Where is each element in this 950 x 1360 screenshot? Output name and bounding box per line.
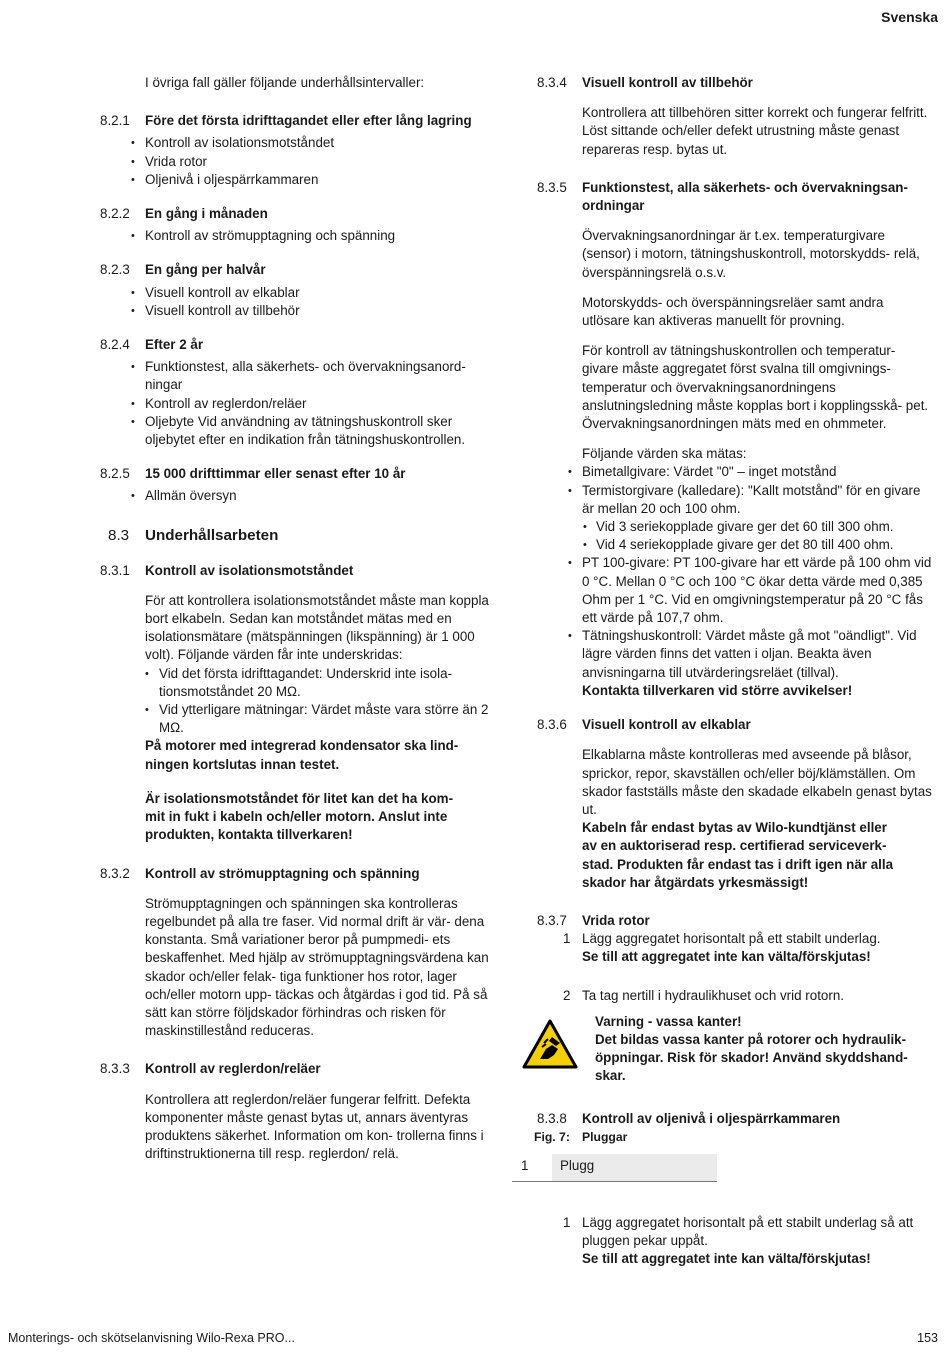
list-item: • Allmän översyn: [145, 487, 490, 505]
list-item: • Termistorgivare (kalledare): "Kallt motstånd" för en givare är mellan 20 och 100 ohm. • Vid 3 seriekopplade givare ger det 60 till 300 ohm. • Vid 4 seriekopplade givare ger det 80 till 400 ohm.: [582, 482, 932, 555]
paragraph: Motorskydds- och överspänningsreläer samt andra utlösare kan aktiveras manuellt för provning.: [582, 294, 884, 329]
paragraph: Följande värden ska mätas:: [582, 446, 747, 462]
paragraph: För kontroll av tätningshuskontrollen och temperatur- givare måste aggregatet först svalna till omgivnings- temperatur och övervakningsanordningens anslutningsledning måste kopplas bort i kopplingsskå- pet. Övervakningsanordningen mäts med en ohmmeter.: [582, 343, 929, 432]
right-column: [521, 74, 932, 1269]
list-item: • Bimetallgivare: Värdet "0" – inget motstånd: [582, 463, 932, 481]
section-heading: 8.3.2 Kontroll av strömupptagning och spänning: [100, 865, 420, 881]
bold-note: Är isolationsmotståndet för litet kan det ha kom- mit in fukt i kabeln och/eller motorn. Anslut inte produkten, kontakta tillverkaren!: [145, 790, 454, 843]
figure-caption: Fig. 7: Pluggar: [534, 1129, 628, 1144]
list-item: • Vid 3 seriekopplade givare ger det 60 till 300 ohm.: [596, 518, 932, 536]
list-item: • Vid det första idrifttagandet: Underskrid inte isola- tionsmotståndet 20 MΩ.: [159, 665, 490, 701]
list-item: • PT 100-givare: PT 100-givare har ett värde på 100 ohm vid 0 °C. Mellan 0 °C och 100 °C ökar detta värde med 0,385 Ohm per 1 °C. Vid en omgivningstemperatur på 20 °C fås ett värde på 107,7 ohm.: [582, 554, 932, 627]
sub-bullet-list: [582, 518, 932, 554]
step: 2 Ta tag nertill i hydraulikhuset och vrid rotorn.: [563, 987, 844, 1003]
paragraph: Elkablarna måste kontrolleras med avseende på blåsor, sprickor, repor, skavställen och/eller böj/klämställen. Om skador fastställs måste den skadade elkabeln genast bytas ut.: [582, 747, 932, 817]
list-item: • Kontroll av strömupptagning och spänning: [145, 227, 490, 245]
chapter-heading: 8.3 Underhållsarbeten: [108, 526, 279, 544]
section-heading: 8.2.2 En gång i månaden: [100, 206, 268, 222]
list-item: • Kontroll av reglerdon/reläer: [145, 395, 490, 413]
section-heading: 8.3.5 Funktionstest, alla säkerhets- och övervakningsan- ordningar: [537, 179, 908, 214]
left-column: [100, 74, 490, 1163]
list-item: • Vid 4 seriekopplade givare ger det 80 till 400 ohm.: [596, 536, 932, 554]
list-item: • Kontroll av isolationsmotståndet: [145, 134, 490, 152]
warning-cut-hand-icon: [522, 1019, 578, 1069]
bullet-list: [100, 284, 490, 320]
section-heading: 8.3.8 Kontroll av oljenivå i oljespärrkammaren: [537, 1110, 841, 1126]
section-heading: 8.3.6 Visuell kontroll av elkablar: [537, 717, 751, 733]
paragraph: Strömupptagningen och spänningen ska kontrolleras regelbundet på alla tre faser. Vid normal drift är vär- dena konstanta. Små variationer beror på pumpmedi- ets beskaffenhet. Med hjälp av strömupptagningsvärdena kan skador och/eller felak- tiga funktioner hos rotor, lager och/eller motorn upp- täckas och åtgärdas i god tid. På så sätt kan större följdskador förhindras och risken för maskinstillestånd reduceras.: [145, 895, 489, 1039]
list-item: • Funktionstest, alla säkerhets- och övervakningsanord- ningar: [145, 358, 475, 394]
intro-text: I övriga fall gäller följande underhållsintervaller:: [145, 75, 425, 90]
paragraph: För att kontrollera isolationsmotståndet måste man koppla bort elkabeln. Sedan kan motståndet mätas med en isolationsmätare (mätspänningen (likspänning) är 1 000 volt). Följande värden får inte underskridas:: [145, 592, 489, 663]
list-item: • Visuell kontroll av tillbehör: [145, 302, 490, 320]
paragraph: Kontrollera att reglerdon/reläer fungerar felfritt. Defekta komponenter måste genast bytas ut, annars äventyras produktens säkerhet. Information om kon- trollerna finns i driftinstruktionerna till resp. reglerdon/ relä.: [145, 1091, 484, 1162]
bold-note: På motorer med integrerad kondensator ska lind- ningen kortslutas innan testet.: [145, 738, 459, 772]
legend-text: Plugg: [552, 1154, 717, 1181]
bullet-list: [100, 134, 490, 189]
step: 1 Lägg aggregatet horisontalt på ett stabilt underlag. Se till att aggregatet inte kan välta/förskjutas!: [563, 931, 881, 965]
page-number: 153: [917, 1331, 938, 1345]
bullet-list: [100, 358, 490, 449]
section-heading: 8.3.4 Visuell kontroll av tillbehör: [537, 75, 753, 90]
list-item: • Oljebyte Vid användning av tätningshuskontroll sker oljebytet efter en indikation från tätningshuskontrollen.: [145, 413, 475, 449]
warning-text: Det bildas vassa kanter på rotorer och hydraulik- öppningar. Risk för skador! Använd skyddshand- skar.: [595, 1031, 908, 1084]
legend-number: 1: [521, 1157, 529, 1173]
list-item: • Visuell kontroll av elkablar: [145, 284, 490, 302]
bold-note: Kontakta tillverkaren vid större avvikelser!: [582, 682, 853, 698]
section-heading: 8.2.5 15 000 drifttimmar eller senast efter 10 år: [100, 466, 406, 482]
list-item: • Oljenivå i oljespärrkammaren: [145, 171, 490, 189]
section-heading: 8.2.4 Efter 2 år: [100, 337, 204, 353]
section-heading: 8.2.3 En gång per halvår: [100, 262, 266, 278]
footer-text: Monterings- och skötselanvisning Wilo-Rexa PRO...: [8, 1331, 295, 1345]
figure-legend: [512, 1154, 717, 1182]
list-item: • Vrida rotor: [145, 153, 490, 171]
section-heading: 8.3.3 Kontroll av reglerdon/reläer: [100, 1061, 321, 1077]
warning-box: [537, 1013, 932, 1086]
language-label: Svenska: [881, 9, 938, 25]
section-heading: 8.3.1 Kontroll av isolationsmotståndet: [100, 562, 354, 578]
paragraph: Övervakningsanordningar är t.ex. temperaturgivare (sensor) i motorn, tätningshuskontroll, motorskydds- relä, överspänningsrelä o.s.v.: [582, 228, 920, 280]
section-heading: 8.3.7 Vrida rotor: [537, 912, 650, 928]
warning-title: Varning - vassa kanter!: [595, 1013, 742, 1029]
bold-note: Kabeln får endast bytas av Wilo-kundtjänst eller av en auktoriserad resp. certifierad serviceverk- stad. Produkten får endast tas i drift igen när alla skador har åtgärdats yrkesmässigt!: [582, 820, 894, 890]
bullet-list: [100, 227, 490, 245]
section-heading: 8.2.1 Före det första idrifttagandet eller efter lång lagring: [100, 113, 472, 129]
paragraph: Kontrollera att tillbehören sitter korrekt och fungerar felfritt. Löst sittande och/eller defekt utrustning måste genast repareras resp. bytas ut.: [582, 105, 928, 157]
list-item: • Tätningshuskontroll: Värdet måste gå mot "oändligt". Vid lägre värden finns det vatten i oljan. Beakta även anvisningarna till utvärderingsreläet (tillval). Kontakta tillverkaren vid större avvikelser!: [582, 627, 932, 700]
list-item: • Vid ytterligare mätningar: Värdet måste vara större än 2 MΩ.: [159, 701, 490, 737]
bullet-list: [537, 463, 932, 700]
bullet-list: [100, 665, 490, 738]
step: 1 Lägg aggregatet horisontalt på ett stabilt underlag så att pluggen pekar uppåt. Se till att aggregatet inte kan välta/förskjutas!: [563, 1214, 914, 1267]
bullet-list: [100, 487, 490, 505]
